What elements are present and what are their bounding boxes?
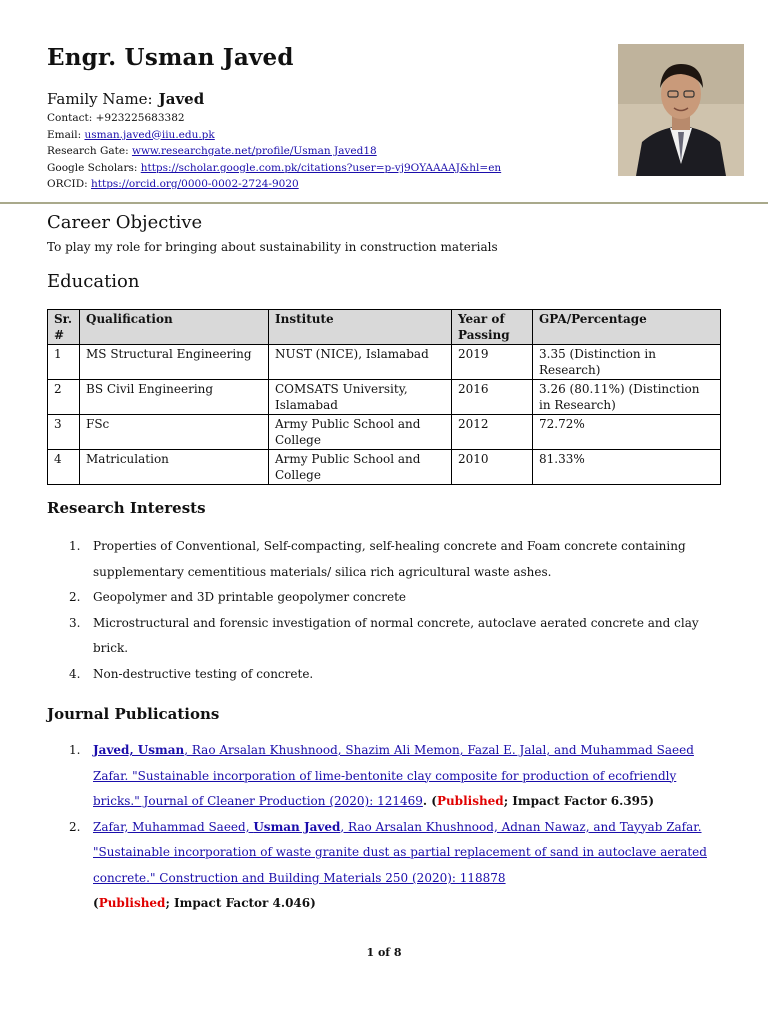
column-header: Sr. # — [48, 310, 80, 345]
table-cell: 81.33% — [533, 450, 721, 485]
table-cell: 4 — [48, 450, 80, 485]
orcid-link[interactable]: https://orcid.org/0000-0002-2724-9020 — [91, 178, 299, 190]
author-highlight: Javed, Usman — [93, 743, 185, 757]
table-cell: 3.35 (Distinction in Research) — [533, 345, 721, 380]
table-cell: 2012 — [452, 415, 533, 450]
status-badge: Published — [436, 794, 504, 808]
list-item-text: Geopolymer and 3D printable geopolymer concrete — [93, 590, 407, 604]
researchgate-line — [47, 143, 501, 160]
list-item-text: Properties of Conventional, Self-compacting, self-healing concrete and Foam concrete containing supplementary cementitious materials/ silica rich agricultural waste ashes. — [93, 539, 686, 579]
education-heading: Education — [47, 271, 140, 292]
research-interests-heading: Research Interests — [47, 499, 206, 517]
table-cell: 1 — [48, 345, 80, 380]
orcid-label: ORCID: — [47, 178, 88, 190]
citation-text: , Rao Arsalan Khushnood, Adnan Nawaz, and Tayyab Zafar. "Sustainable incorporation of waste granite dust as partial replacement of sand in autoclave aerated concrete." Construction and Building Materials 250 (2020): 118878 — [93, 819, 707, 885]
table-cell: BS Civil Engineering — [80, 380, 269, 415]
profile-photo — [618, 44, 744, 176]
list-item: 3. Microstructural and forensic investigation of normal concrete, autoclave aerated concrete and clay brick. — [69, 615, 699, 655]
publications-list — [47, 738, 723, 917]
list-item: 1. Properties of Conventional, Self-compacting, self-healing concrete and Foam concrete containing supplementary cementitious materials/ silica rich agricultural waste ashes. — [69, 539, 686, 579]
table-cell: Matriculation — [80, 450, 269, 485]
email-line — [47, 127, 501, 144]
orcid-line — [47, 176, 501, 193]
contact-line — [47, 110, 501, 127]
family-name-label: Family Name: — [47, 90, 153, 108]
table-cell: FSc — [80, 415, 269, 450]
list-item: 4. Non-destructive testing of concrete. — [69, 666, 314, 681]
scholar-link[interactable]: https://scholar.google.com.pk/citations?user=p-vj9OYAAAAJ&hl=en — [140, 161, 502, 174]
contact-label: Contact: — [47, 112, 93, 124]
career-objective-heading: Career Objective — [47, 212, 203, 233]
family-name-line — [47, 90, 204, 108]
status-open: . ( — [422, 794, 437, 808]
table-cell: Army Public School and College — [269, 415, 452, 450]
table-cell: 2 — [48, 380, 80, 415]
publication-item: 1. Javed, Usman, Rao Arsalan Khushnood, Shazim Ali Memon, Fazal E. Jalal, and Muhammad Saeed Zafar. "Sustainable incorporation of lime-bentonite clay composite for production of ecofriendly bricks." Journal of Cleaner Production (2020): 121469. (Published; Impact Factor 6.395) — [69, 743, 694, 808]
impact-factor: ; Impact Factor 6.395) — [503, 794, 655, 808]
author-highlight: Usman Javed — [253, 819, 341, 834]
column-header: Qualification — [80, 310, 269, 345]
family-name-value: Javed — [158, 90, 205, 108]
table-cell: NUST (NICE), Islamabad — [269, 345, 452, 380]
list-item: 2. Geopolymer and 3D printable geopolymer concrete — [69, 590, 407, 604]
table-cell: 2010 — [452, 450, 533, 485]
journal-publications-heading: Journal Publications — [47, 705, 220, 723]
status-open: ( — [93, 896, 99, 910]
contact-block — [47, 110, 501, 193]
person-name: Engr. Usman Javed — [47, 44, 294, 71]
table-cell: Army Public School and College — [269, 450, 452, 485]
table-cell: 3.26 (80.11%) (Distinction in Research) — [533, 380, 721, 415]
citation-text: , Rao Arsalan Khushnood, Shazim Ali Memon, Fazal E. Jalal, and Muhammad Saeed Zafar. "Sustainable incorporation of lime-bentonite clay composite for production of ecofriendly bricks." Journal of Cleaner Production (2020): 121469 — [93, 743, 694, 808]
column-header: Year of Passing — [452, 310, 533, 345]
education-table — [47, 309, 721, 485]
citation-text: Zafar, Muhammad Saeed, — [93, 819, 254, 834]
impact-factor: ; Impact Factor 4.046) — [165, 896, 316, 910]
publication-item: 2. Zafar, Muhammad Saeed, Usman Javed, Rao Arsalan Khushnood, Adnan Nawaz, and Tayyab Zafar. "Sustainable incorporation of waste granite dust as partial replacement of sand in autoclave aerated concrete." Construction and Building Materials 250 (2020): 118878 (Published; Impact Factor 4.046) — [69, 819, 707, 910]
list-item-text: Non-destructive testing of concrete. — [93, 666, 314, 681]
publication-link[interactable] — [93, 820, 707, 885]
table-row — [48, 415, 721, 450]
contact-phone: +923225683382 — [95, 112, 185, 124]
table-row — [48, 450, 721, 485]
list-item-text: Microstructural and forensic investigation of normal concrete, autoclave aerated concrete and clay brick. — [93, 615, 699, 655]
scholar-label: Google Scholars: — [47, 161, 138, 174]
scholar-line — [47, 160, 501, 177]
column-header: GPA/Percentage — [533, 310, 721, 345]
page-number: 1 of 8 — [366, 946, 402, 959]
table-cell: MS Structural Engineering — [80, 345, 269, 380]
table-cell: 2019 — [452, 345, 533, 380]
table-cell: 2016 — [452, 380, 533, 415]
table-header-row — [48, 310, 721, 345]
column-header: Institute — [269, 310, 452, 345]
table-cell: COMSATS University, Islamabad — [269, 380, 452, 415]
career-objective-text: To play my role for bringing about sustainability in construction materials — [47, 240, 498, 254]
table-row — [48, 380, 721, 415]
research-interests-list — [47, 534, 723, 687]
researchgate-label: Research Gate: — [47, 145, 129, 157]
researchgate-link[interactable]: www.researchgate.net/profile/Usman Javed18 — [131, 145, 377, 157]
email-link[interactable]: usman.javed@iiu.edu.pk — [84, 128, 215, 141]
email-label: Email: — [47, 128, 82, 141]
table-cell: 72.72% — [533, 415, 721, 450]
header-divider — [0, 202, 768, 204]
status-badge: Published — [98, 896, 166, 910]
table-cell: 3 — [48, 415, 80, 450]
table-row — [48, 345, 721, 380]
